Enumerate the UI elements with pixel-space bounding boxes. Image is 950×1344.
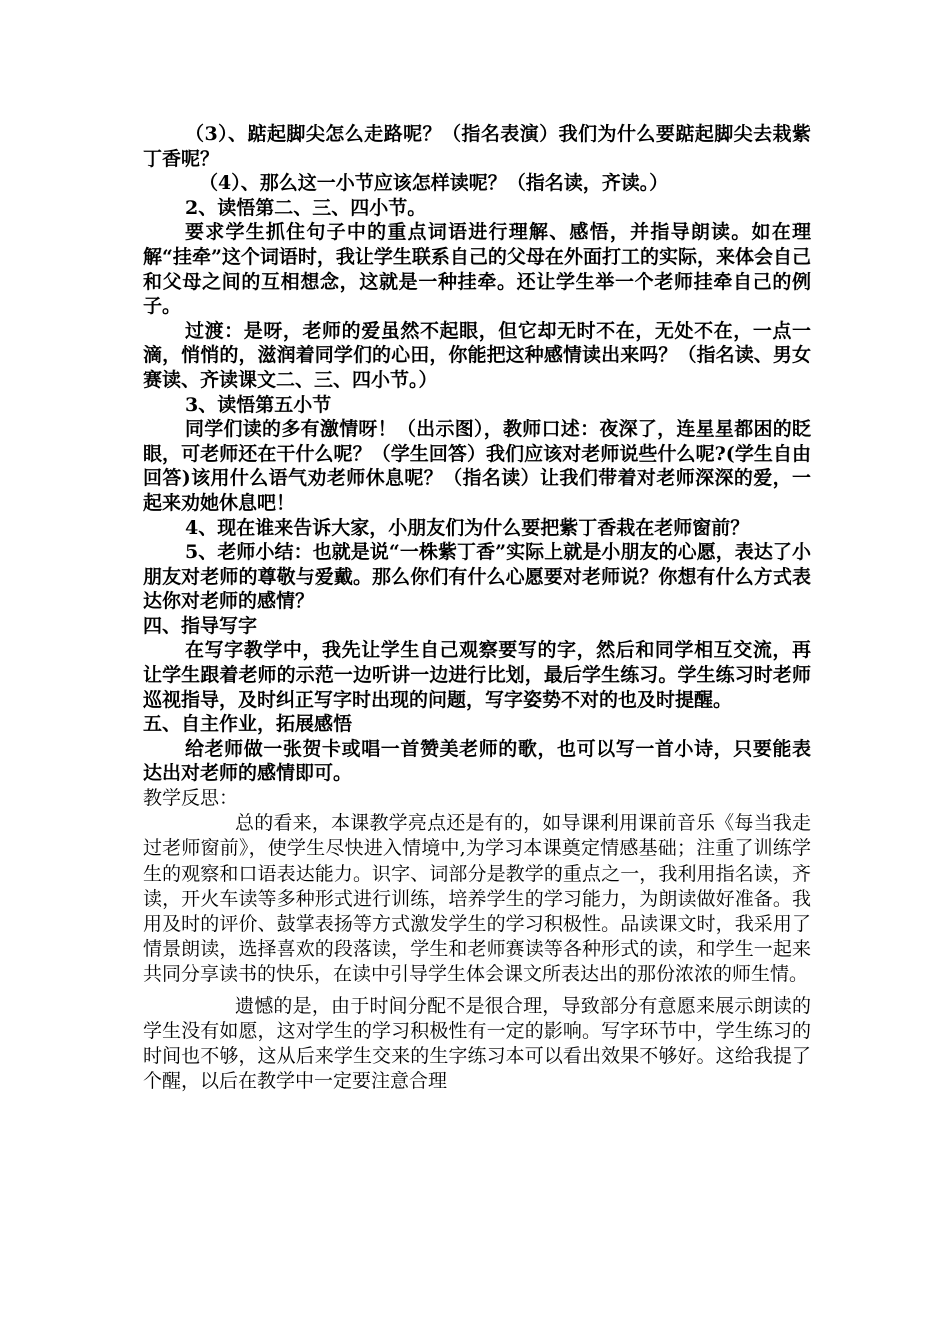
paragraph-homework: 给老师做一张贺卡或唱一首赞美老师的歌，也可以写一首小诗，只要能表达出对老师的感情即可。: [143, 737, 811, 785]
paragraph-section-3-body: 同学们读的多有激情呀！（出示图），教师口述：夜深了，连星星都困的眨眼，可老师还在干什么呢？（学生回答）我们应该对老师说些什么呢?(学生自由回答)该用什么语气劝老师休息呢？（指名读）让我们带着对老师深深的爱，一起来劝她休息吧！: [143, 418, 811, 514]
paragraph-section-2: 2、读悟第二、三、四小节。: [185, 196, 427, 219]
paragraph-reflection-2: 遗憾的是，由于时间分配不是很合理，导致部分有意愿来展示朗读的学生没有如愿，这对学生的学习积极性有一定的影响。写字环节中，学生练习的时间也不够，这从后来学生交来的生字练习本可以看出效果不够好。这给我提了个醒，以后在教学中一定要注意合理: [143, 994, 811, 1093]
paragraph-section-4: 4、现在谁来告诉大家，小朋友们为什么要把紫丁香栽在老师窗前？: [185, 516, 750, 539]
heading-reflection: 教学反思：: [143, 787, 239, 810]
paragraph-section-3: 3、读悟第五小节: [185, 393, 332, 416]
paragraph-step-4: （4）、那么这一小节应该怎样读呢？（指名读，齐读。）: [199, 172, 669, 195]
heading-homework: 五、自主作业，拓展感悟: [143, 713, 353, 736]
heading-writing-guidance: 四、指导写字: [143, 614, 258, 637]
paragraph-reflection-1: 总的看来，本课教学亮点还是有的，如导课利用课前音乐《每当我走过老师窗前》，使学生尽快进入情境中,为学习本课奠定情感基础；注重了训练学生的观察和口语表达能力。识字、词部分是教学的重点之一，我利用指名读，齐读，开火车读等多种形式进行训练，培养学生的学习能力，为朗读做好准备。我用及时的评价、鼓掌表扬等方式激发学生的学习积极性。品读课文时，我采用了情景朗读，选择喜欢的段落读，学生和老师赛读等各种形式的读，和学生一起来共同分享读书的快乐，在读中引导学生体会课文所表达出的那份浓浓的师生情。: [143, 812, 811, 986]
paragraph-section-2-body: 要求学生抓住句子中的重点词语进行理解、感悟，并指导朗读。如在理解“挂牵”这个词语时，我让学生联系自己的父母在外面打工的实际，来体会自己和父母之间的互相想念，这就是一种挂牵。还让学生举一个老师挂牵自己的例子。: [143, 221, 811, 318]
paragraph-step-3: （3）、踮起脚尖怎么走路呢？（指名表演）我们为什么要踮起脚尖去栽紫丁香呢？: [143, 123, 811, 170]
paragraph-section-5: 5、老师小结：也就是说“一株紫丁香”实际上就是小朋友的心愿，表达了小朋友对老师的尊敬与爱戴。那么你们有什么心愿要对老师说？你想有什么方式表达你对老师的感情？: [143, 541, 811, 613]
paragraph-transition: 过渡：是呀，老师的爱虽然不起眼，但它却无时不在，无处不在，一点一滴，悄悄的，滋润着同学们的心田，你能把这种感情读出来吗？（指名读、男女赛读、齐读课文二、三、四小节。）: [143, 319, 811, 391]
document-page: [143, 122, 811, 1094]
paragraph-writing-guidance: 在写字教学中，我先让学生自己观察要写的字，然后和同学相互交流，再让学生跟着老师的示范一边听讲一边进行比划，最后学生练习。学生练习时老师巡视指导，及时纠正写字时出现的问题，写字姿势不对的也及时提醒。: [143, 639, 811, 711]
